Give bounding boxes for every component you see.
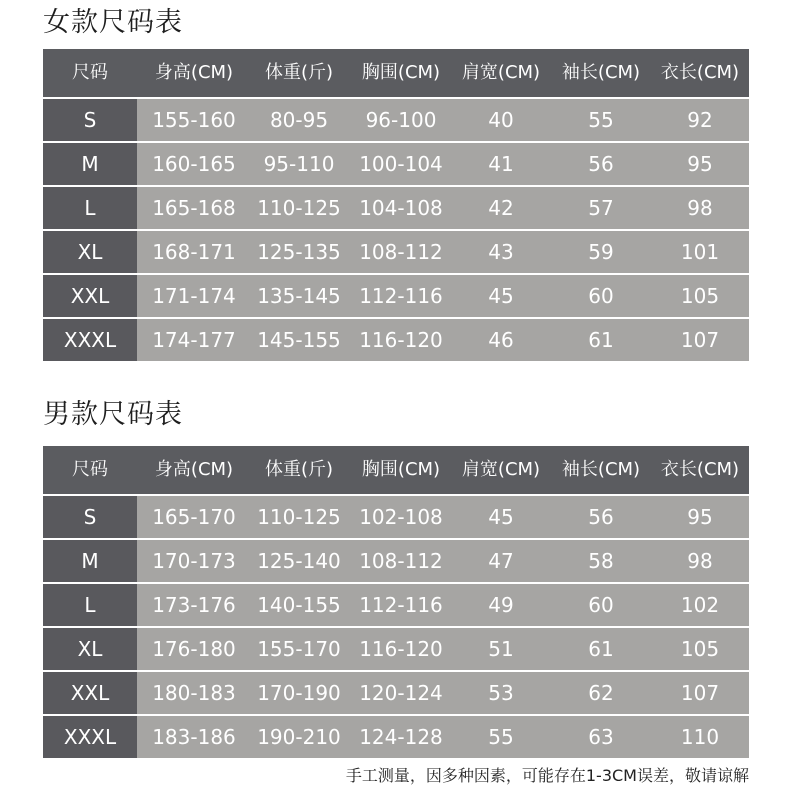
length-cell: 107	[680, 681, 720, 705]
header-sleeve: 袖长(CM)	[561, 62, 641, 83]
size-label-cell: XL	[43, 628, 137, 670]
chest-cell: 116-120	[359, 637, 443, 661]
shoulder-cell: 45	[488, 505, 514, 529]
weight-cell: 135-145	[257, 284, 341, 308]
size-label-cell: L	[43, 187, 137, 229]
length-cell: 101	[680, 240, 720, 264]
header-chest: 胸围(CM)	[361, 62, 441, 83]
sleeve-cell: 59	[588, 240, 614, 264]
sleeve-cell: 56	[588, 505, 614, 529]
sleeve-cell: 62	[588, 681, 614, 705]
sleeve-cell: 55	[588, 108, 614, 132]
table-row	[43, 231, 749, 273]
table-row	[43, 672, 749, 714]
weight-cell: 110-125	[257, 505, 341, 529]
height-cell: 183-186	[152, 725, 236, 749]
weight-cell: 125-140	[257, 549, 341, 573]
shoulder-cell: 40	[488, 108, 514, 132]
header-length: 衣长(CM)	[660, 62, 740, 83]
size-label-cell: XXL	[43, 672, 137, 714]
size-label-cell: M	[43, 143, 137, 185]
length-cell: 92	[687, 108, 713, 132]
header-weight: 体重(斤)	[264, 459, 334, 480]
height-cell: 170-173	[152, 549, 236, 573]
length-cell: 105	[680, 284, 720, 308]
shoulder-cell: 46	[488, 328, 514, 352]
table-row	[43, 584, 749, 626]
sleeve-cell: 58	[588, 549, 614, 573]
shoulder-cell: 53	[488, 681, 514, 705]
sleeve-cell: 60	[588, 284, 614, 308]
height-cell: 165-168	[152, 196, 236, 220]
height-cell: 155-160	[152, 108, 236, 132]
table-row	[43, 187, 749, 229]
table-row	[43, 99, 749, 141]
table-header-row	[43, 446, 749, 494]
table-row	[43, 319, 749, 361]
header-height: 身高(CM)	[154, 459, 234, 480]
table-row	[43, 716, 749, 758]
height-cell: 171-174	[152, 284, 236, 308]
size-label-cell: XXL	[43, 275, 137, 317]
shoulder-cell: 45	[488, 284, 514, 308]
size-label-cell: S	[43, 99, 137, 141]
header-size: 尺码	[72, 459, 108, 480]
sleeve-cell: 61	[588, 637, 614, 661]
men-size-table	[43, 446, 749, 758]
shoulder-cell: 43	[488, 240, 514, 264]
chest-cell: 120-124	[359, 681, 443, 705]
table-row	[43, 143, 749, 185]
length-cell: 105	[680, 637, 720, 661]
height-cell: 173-176	[152, 593, 236, 617]
shoulder-cell: 51	[488, 637, 514, 661]
measurement-note: 手工测量，因多种因素，可能存在1-3CM误差，敬请谅解	[345, 766, 749, 785]
chest-cell: 104-108	[359, 196, 443, 220]
shoulder-cell: 41	[488, 152, 514, 176]
weight-cell: 170-190	[257, 681, 341, 705]
sleeve-cell: 57	[588, 196, 614, 220]
men-size-chart-title: 男款尺码表	[43, 399, 183, 430]
shoulder-cell: 42	[488, 196, 514, 220]
chest-cell: 102-108	[359, 505, 443, 529]
weight-cell: 110-125	[257, 196, 341, 220]
weight-cell: 155-170	[257, 637, 341, 661]
chest-cell: 96-100	[365, 108, 437, 132]
height-cell: 160-165	[152, 152, 236, 176]
women-size-table	[43, 49, 749, 361]
table-row	[43, 275, 749, 317]
chest-cell: 112-116	[359, 284, 443, 308]
header-chest: 胸围(CM)	[361, 459, 441, 480]
height-cell: 165-170	[152, 505, 236, 529]
header-shoulder: 肩宽(CM)	[461, 62, 541, 83]
size-label-cell: XXXL	[43, 319, 137, 361]
length-cell: 102	[680, 593, 720, 617]
header-size: 尺码	[72, 62, 108, 83]
table-header-row	[43, 49, 749, 97]
length-cell: 95	[687, 505, 713, 529]
sleeve-cell: 60	[588, 593, 614, 617]
header-height: 身高(CM)	[154, 62, 234, 83]
chest-cell: 108-112	[359, 549, 443, 573]
weight-cell: 95-110	[263, 152, 335, 176]
size-label-cell: XXXL	[43, 716, 137, 758]
sleeve-cell: 56	[588, 152, 614, 176]
sleeve-cell: 61	[588, 328, 614, 352]
chest-cell: 100-104	[359, 152, 443, 176]
table-row	[43, 496, 749, 538]
chest-cell: 116-120	[359, 328, 443, 352]
length-cell: 98	[687, 549, 713, 573]
height-cell: 168-171	[152, 240, 236, 264]
women-size-chart-title: 女款尺码表	[43, 7, 183, 38]
table-row	[43, 628, 749, 670]
length-cell: 95	[687, 152, 713, 176]
header-length: 衣长(CM)	[660, 459, 740, 480]
length-cell: 107	[680, 328, 720, 352]
size-label-cell: L	[43, 584, 137, 626]
weight-cell: 140-155	[257, 593, 341, 617]
chest-cell: 108-112	[359, 240, 443, 264]
chest-cell: 112-116	[359, 593, 443, 617]
shoulder-cell: 55	[488, 725, 514, 749]
size-label-cell: XL	[43, 231, 137, 273]
weight-cell: 190-210	[257, 725, 341, 749]
height-cell: 174-177	[152, 328, 236, 352]
chest-cell: 124-128	[359, 725, 443, 749]
length-cell: 98	[687, 196, 713, 220]
shoulder-cell: 49	[488, 593, 514, 617]
sleeve-cell: 63	[588, 725, 614, 749]
length-cell: 110	[680, 725, 720, 749]
header-weight: 体重(斤)	[264, 62, 334, 83]
size-label-cell: S	[43, 496, 137, 538]
weight-cell: 125-135	[257, 240, 341, 264]
shoulder-cell: 47	[488, 549, 514, 573]
table-row	[43, 540, 749, 582]
weight-cell: 80-95	[269, 108, 329, 132]
header-sleeve: 袖长(CM)	[561, 459, 641, 480]
height-cell: 176-180	[152, 637, 236, 661]
size-label-cell: M	[43, 540, 137, 582]
weight-cell: 145-155	[257, 328, 341, 352]
height-cell: 180-183	[152, 681, 236, 705]
header-shoulder: 肩宽(CM)	[461, 459, 541, 480]
